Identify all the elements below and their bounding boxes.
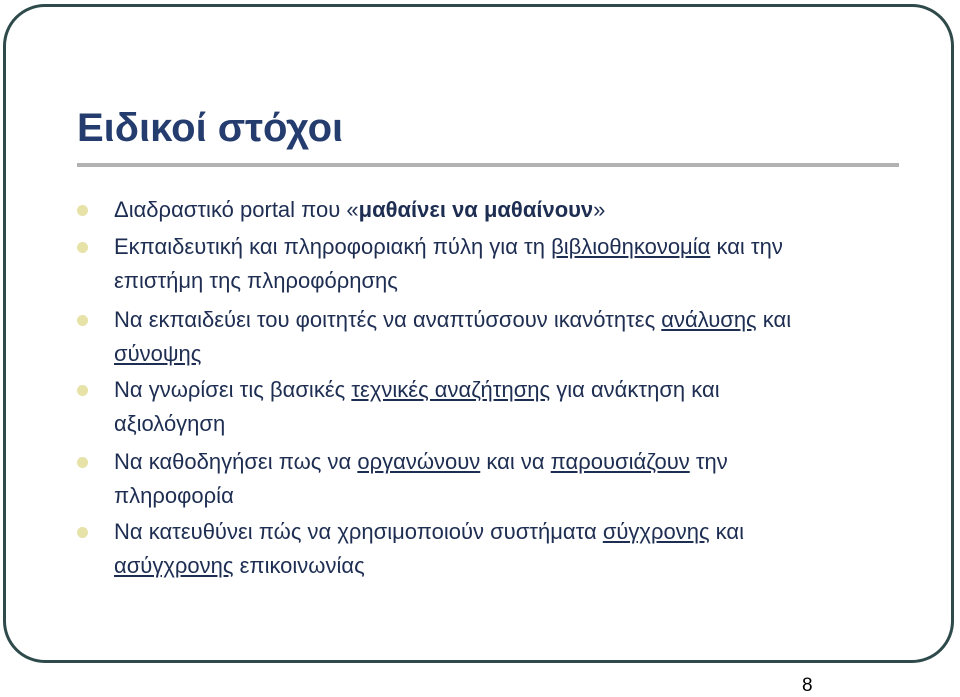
bullet-text: την <box>689 449 728 474</box>
bullet-text: Να καθοδηγήσει πως να <box>114 449 358 474</box>
bullet-dot-icon <box>77 527 88 538</box>
bullet-text: Εκπαιδευτική και πληροφοριακή πύλη για τη <box>114 234 552 259</box>
link-analysis[interactable]: ανάλυσης <box>661 307 757 332</box>
bullet-text: Να εκπαιδεύει του φοιτητές να αναπτύσσουν ικανότητες <box>114 307 662 332</box>
bullet-text: Διαδραστικό portal που « <box>114 197 359 222</box>
bullet-text: αξιολόγηση <box>114 411 226 436</box>
bullet-text: και <box>709 519 745 544</box>
bullet-item-communication <box>114 515 904 583</box>
bullet-text: » <box>593 197 606 222</box>
link-organize[interactable]: οργανώνουν <box>357 449 481 474</box>
bullet-dot-icon <box>77 315 88 326</box>
slide-title: Ειδικοί στόχοι <box>77 106 344 150</box>
bullet-item-portal <box>114 193 904 227</box>
bullet-text: επικοινωνίας <box>233 553 365 578</box>
bullet-dot-icon <box>77 457 88 468</box>
link-asynchronous[interactable]: ασύγχρονης <box>114 553 234 578</box>
bullet-text: επιστήμη της πληροφόρησης <box>114 268 398 293</box>
bullet-bold-text: μαθαίνει να μαθαίνουν <box>358 197 594 222</box>
link-synopsis[interactable]: σύνοψης <box>114 341 202 366</box>
bullet-item-analysis <box>114 303 904 371</box>
bullet-text: Να κατευθύνει πώς να χρησιμοποιούν συστήματα <box>114 519 603 544</box>
bullet-text: και να <box>480 449 551 474</box>
link-synchronous[interactable]: σύγχρονης <box>602 519 710 544</box>
bullet-item-search <box>114 373 904 441</box>
bullet-text: και την <box>710 234 783 259</box>
link-librarianship[interactable]: βιβλιοθηκονομία <box>551 234 711 259</box>
bullet-dot-icon <box>77 385 88 396</box>
bullet-item-gateway <box>114 230 904 298</box>
bullet-text: και <box>756 307 792 332</box>
bullet-item-organize <box>114 445 904 513</box>
link-present[interactable]: παρουσιάζουν <box>550 449 690 474</box>
bullet-text: για ανάκτηση και <box>550 377 720 402</box>
bullet-text: Να γνωρίσει τις βασικές <box>114 377 352 402</box>
bullet-text: πληροφορία <box>114 483 234 508</box>
link-search-techniques[interactable]: τεχνικές αναζήτησης <box>351 377 551 402</box>
bullet-dot-icon <box>77 205 88 216</box>
bullet-dot-icon <box>77 242 88 253</box>
page-number: 8 <box>802 675 813 696</box>
